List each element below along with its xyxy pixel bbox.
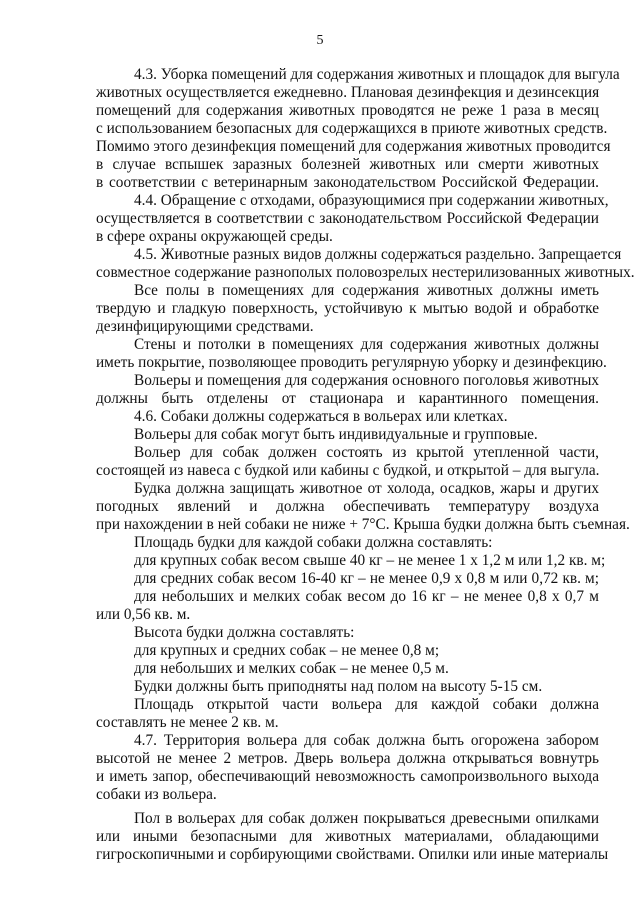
paragraph-line: Вольеры и помещения для содержания основного поголовья животных (134, 372, 599, 389)
paragraph-line: 4.6. Собаки должны содержаться в вольерах или клетках. (134, 408, 508, 425)
paragraph-line: 4.4. Обращение с отходами, образующимися при содержании животных, (134, 192, 609, 209)
paragraph-line: для небольших и мелких собак – не менее 0,5 м. (134, 660, 449, 677)
paragraph-line: с использованием безопасных для содержащихся в приюте животных средств. (96, 120, 608, 137)
paragraph-line: совместное содержание разнополых половозрелых нестерилизованных животных. (96, 264, 635, 281)
paragraph-line: 4.7. Территория вольера для собак должна быть огорожена забором (134, 732, 599, 749)
paragraph-line: Площадь открытой части вольера для каждой собаки должна (134, 696, 599, 713)
paragraph-line: Пол в вольерах для собак должен покрываться древесными опилками (134, 810, 599, 827)
paragraph-line: Высота будки должна составлять: (134, 624, 355, 641)
paragraph-line: состоящей из навеса с будкой или кабины с будкой, и открытой – для выгула. (96, 462, 600, 479)
paragraph-line: дезинфицирующими средствами. (96, 318, 314, 335)
paragraph-line: твердую и гладкую поверхность, устойчивую к мытью водой и обработке (96, 300, 599, 317)
paragraph-line: иметь покрытие, позволяющее проводить регулярную уборку и дезинфекцию. (96, 354, 607, 371)
paragraph-line: животных осуществляется ежедневно. Плановая дезинфекция и дезинсекция (96, 84, 600, 101)
paragraph-line: 4.5. Животные разных видов должны содержаться раздельно. Запрещается (134, 246, 622, 263)
paragraph-line: 4.3. Уборка помещений для содержания животных и площадок для выгула (134, 66, 620, 83)
paragraph-line: в случае вспышек заразных болезней животных или смерти животных (96, 156, 599, 173)
paragraph-line: гигроскопичными и сорбирующими свойствами. Опилки или иные материалы (96, 846, 609, 863)
paragraph-line: Вольеры для собак могут быть индивидуальные и групповые. (134, 426, 538, 443)
paragraph-line: Площадь будки для каждой собаки должна составлять: (134, 534, 493, 551)
paragraph-line: для средних собак весом 16-40 кг – не менее 0,9 х 0,8 м или 0,72 кв. м; (134, 570, 599, 587)
paragraph-line: для небольших и мелких собак весом до 16 кг – не менее 0,8 х 0,7 м (134, 588, 599, 605)
paragraph-line: помещений для содержания животных проводятся не реже 1 раза в месяц (96, 102, 599, 119)
paragraph-line: Стены и потолки в помещениях для содержания животных должны (134, 336, 599, 353)
paragraph-line: для крупных и средних собак – не менее 0,8 м; (134, 642, 440, 659)
paragraph-line: и иметь запор, обеспечивающий невозможность самопроизвольного выхода (96, 768, 599, 785)
paragraph-line: погодных явлений и должна обеспечивать температуру воздуха (96, 498, 599, 515)
paragraph-line: Будка должна защищать животное от холода, осадков, жары и других (134, 480, 599, 497)
paragraph-line: должны быть отделены от стационара и карантинного помещения. (96, 390, 599, 407)
paragraph-line: в сфере охраны окружающей среды. (96, 228, 333, 245)
paragraph-line: Помимо этого дезинфекция помещений для содержания животных проводится (96, 138, 611, 155)
paragraph-line: осуществляется в соответствии с законодательством Российской Федерации (96, 210, 599, 227)
paragraph-line: собаки из вольера. (96, 786, 217, 803)
paragraph-line: при нахождении в ней собаки не ниже + 7°С. Крыша будки должна быть съемная. (96, 516, 630, 533)
paragraph-line: составлять не менее 2 кв. м. (96, 714, 279, 731)
paragraph-line: Будки должны быть приподняты над полом на высоту 5-15 см. (134, 678, 543, 695)
paragraph-line: Вольер для собак должен состоять из крытой утепленной части, (134, 444, 599, 461)
paragraph-line: или иными безопасными для животных материалами, обладающими (96, 828, 599, 845)
page-number: 5 (316, 33, 324, 48)
paragraph-line: Все полы в помещениях для содержания животных должны иметь (134, 282, 599, 299)
paragraph-line: высотой не менее 2 метров. Дверь вольера должна открываться вовнутрь (96, 750, 599, 767)
paragraph-line: в соответствии с ветеринарным законодательством Российской Федерации. (96, 174, 599, 191)
paragraph-line: или 0,56 кв. м. (96, 606, 191, 623)
paragraph-line: для крупных собак весом свыше 40 кг – не менее 1 х 1,2 м или 1,2 кв. м; (134, 552, 606, 569)
